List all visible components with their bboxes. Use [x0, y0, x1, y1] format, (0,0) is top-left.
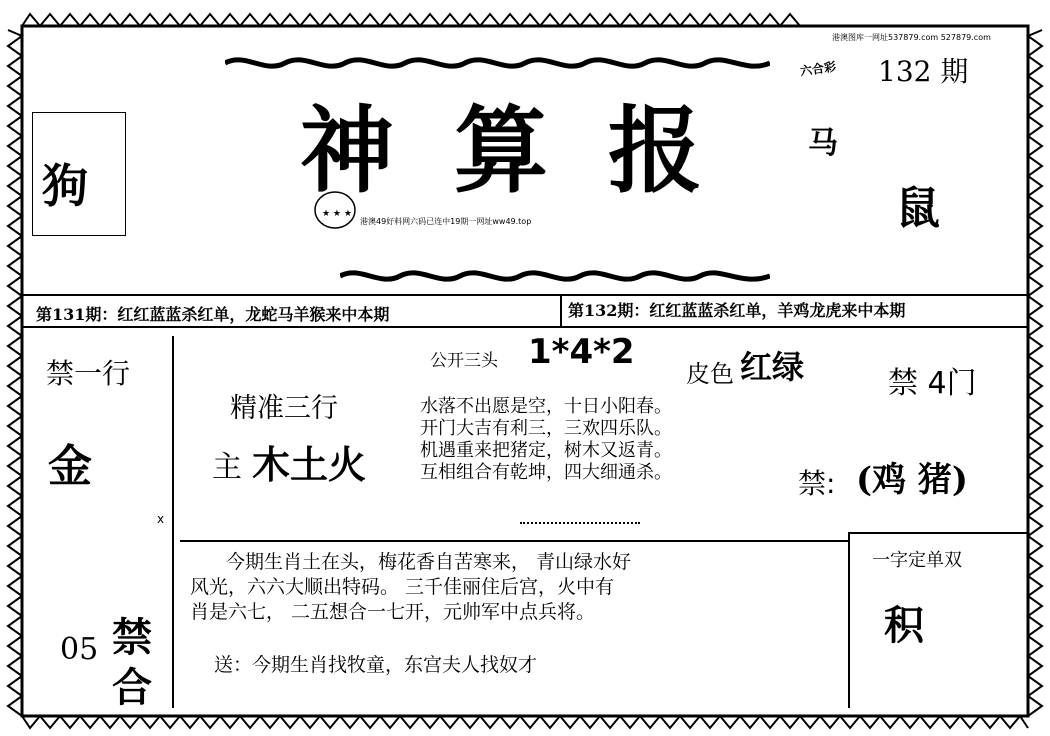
dotted-divider — [520, 522, 640, 524]
watermark-top: 港澳图库一网址537879.com 527879.com — [832, 33, 991, 42]
page-title: 神算报 — [300, 96, 763, 206]
ban-animals-label: 禁: — [798, 467, 836, 500]
color-value: 红绿 — [740, 348, 805, 386]
main-value: 木土火 — [252, 442, 367, 487]
top-vine-ornament — [225, 52, 770, 74]
prev-issue-banner: 第131期：红红蓝蓝杀红单，龙蛇马羊猴来中本期 — [36, 305, 390, 324]
verse-block — [190, 550, 631, 625]
poem-line: 机遇重来把猪定，树木又返青。 — [420, 440, 672, 461]
send-line: 送：今期生肖找牧童，东宫夫人找奴才 — [214, 654, 538, 676]
stamp-icon — [312, 188, 358, 232]
watermark-mid: 港澳49好料网六码已连中19期一网址ww49.top — [360, 217, 532, 226]
gongkai-value: 1*4*2 — [528, 332, 635, 372]
lower-box-top-rule — [180, 540, 848, 542]
precise-label: 精准三行 — [230, 393, 338, 424]
gongkai-label: 公开三头 — [430, 351, 498, 371]
lottery-seal: 六合彩 — [799, 59, 837, 79]
poem-block — [420, 396, 672, 484]
curr-issue-banner: 第132期：红红蓝蓝杀红单，羊鸡龙虎来中本期 — [568, 301, 906, 320]
element-gold: 金 — [48, 441, 92, 492]
main-label: 主 — [212, 450, 242, 485]
ban-combo-bottom: 合 — [112, 664, 152, 711]
bottom-vine-ornament — [340, 265, 770, 287]
single-double-value: 积 — [884, 602, 924, 649]
x-mark: x — [157, 512, 165, 526]
poem-line: 水落不出愿是空，十日小阳春。 — [420, 396, 672, 417]
color-label: 皮色 — [686, 360, 734, 388]
issue-number: 132 期 — [878, 55, 969, 88]
single-double-label: 一字定单双 — [872, 550, 962, 571]
ban-combo-top: 禁 — [112, 614, 152, 661]
banner-top-rule — [22, 294, 1028, 296]
poem-line: 开门大吉有利三，三欢四乐队。 — [420, 418, 672, 439]
badge-horse: 马 — [808, 126, 838, 161]
ban-line: 禁一行 — [46, 357, 131, 390]
lower-box-divider — [848, 532, 850, 708]
special-number: 05 — [60, 632, 99, 667]
banner-bottom-rule — [22, 326, 1028, 328]
banner-divider — [560, 294, 562, 326]
verse-line: 今期生肖土在头，梅花香自苦寒来， 青山绿水好 — [226, 551, 632, 573]
svg-text:★ ★ ★: ★ ★ ★ — [322, 209, 352, 219]
ban-door: 禁 4门 — [888, 366, 977, 401]
right-zodiac: 鼠 — [896, 183, 940, 234]
ban-animals-value: (鸡 猪) — [856, 460, 969, 500]
poem-line: 互相组合有乾坤，四大细通杀。 — [420, 462, 672, 483]
left-column-rule — [172, 336, 174, 708]
verse-line: 风光，六六大顺出特码。 三千佳丽住后宫，火中有 — [190, 576, 615, 598]
left-zodiac: 狗 — [42, 159, 88, 213]
verse-line: 肖是六七， 二五想合一七开，元帅军中点兵将。 — [190, 601, 596, 623]
single-double-top-rule — [848, 532, 1028, 534]
